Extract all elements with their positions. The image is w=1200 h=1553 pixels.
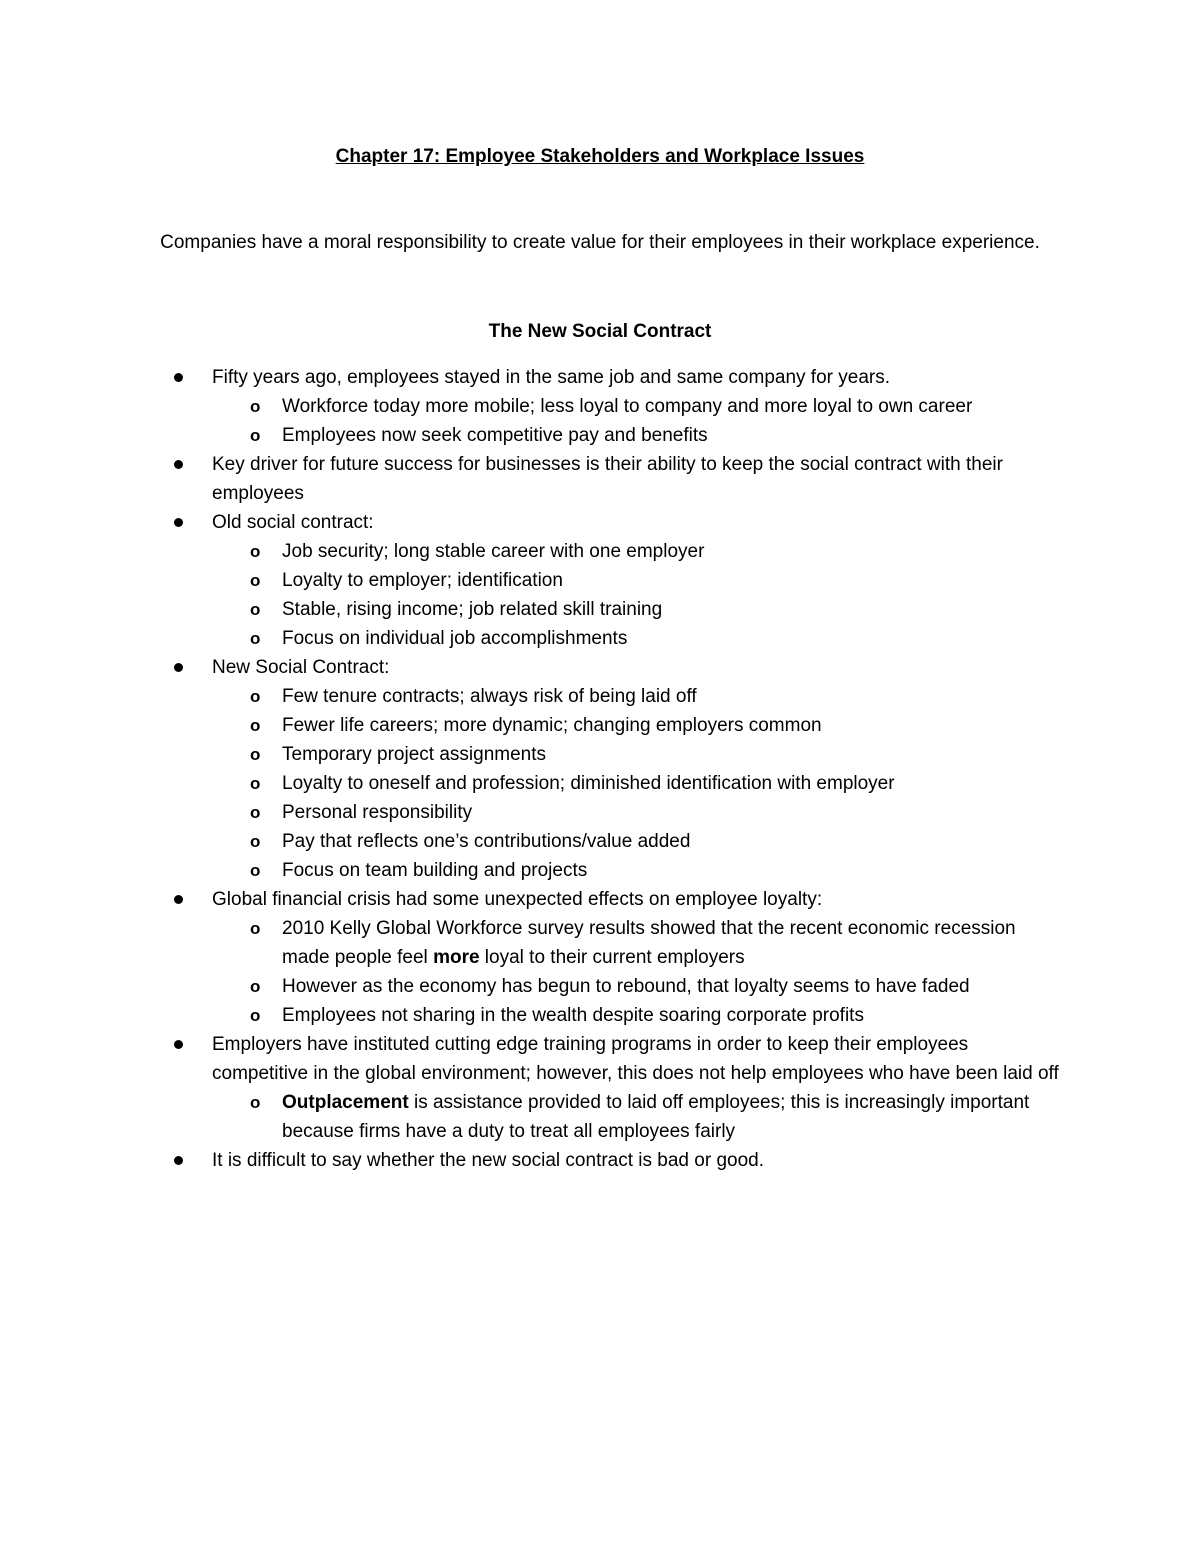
sub-item-text: Personal responsibility xyxy=(282,802,473,823)
sub-item xyxy=(212,972,1060,1001)
circle-bullet-icon: o xyxy=(250,832,261,851)
sub-item xyxy=(212,595,1060,624)
sub-item xyxy=(212,1001,1060,1030)
bullet-dot-icon xyxy=(174,460,183,469)
bullet-text: Key driver for future success for businesses is their ability to keep the social contract with their employees xyxy=(212,454,1003,504)
sub-item-text: Temporary project assignments xyxy=(282,744,546,765)
sub-item xyxy=(212,682,1060,711)
sub-item-text: Workforce today more mobile; less loyal to company and more loyal to own career xyxy=(282,396,973,417)
bullet-item xyxy=(0,363,1200,450)
sub-list xyxy=(212,392,1060,450)
bullet-item xyxy=(0,508,1200,653)
sub-item-text: Focus on individual job accomplishments xyxy=(282,628,628,649)
bullet-item xyxy=(0,450,1200,508)
circle-bullet-icon: o xyxy=(250,774,261,793)
circle-bullet-icon: o xyxy=(250,919,261,938)
circle-bullet-icon: o xyxy=(250,629,261,648)
section-heading: The New Social Contract xyxy=(488,321,712,342)
bullet-item xyxy=(0,1030,1200,1146)
bullet-dot-icon xyxy=(174,1040,183,1049)
sub-item-text: Few tenure contracts; always risk of being laid off xyxy=(282,686,697,707)
circle-bullet-icon: o xyxy=(250,426,261,445)
sub-item-text: However as the economy has begun to rebound, that loyalty seems to have faded xyxy=(282,976,970,997)
sub-item xyxy=(212,711,1060,740)
sub-item xyxy=(212,537,1060,566)
circle-bullet-icon: o xyxy=(250,600,261,619)
bullet-dot-icon xyxy=(174,518,183,527)
sub-item-text: Focus on team building and projects xyxy=(282,860,588,881)
sub-item xyxy=(212,392,1060,421)
circle-bullet-icon: o xyxy=(250,803,261,822)
sub-item xyxy=(212,856,1060,885)
sub-item xyxy=(212,769,1060,798)
circle-bullet-icon: o xyxy=(250,542,261,561)
emphasis-text: more xyxy=(433,947,480,968)
sub-item-text: Loyalty to employer; identification xyxy=(282,570,563,591)
sub-item xyxy=(212,566,1060,595)
circle-bullet-icon: o xyxy=(250,861,261,880)
sub-item xyxy=(212,624,1060,653)
sub-item xyxy=(212,798,1060,827)
sub-list xyxy=(212,1088,1060,1146)
sub-item xyxy=(212,421,1060,450)
sub-item-text: Loyalty to oneself and profession; diminished identification with employer xyxy=(282,773,895,794)
bullet-dot-icon xyxy=(174,373,183,382)
circle-bullet-icon: o xyxy=(250,745,261,764)
sub-item xyxy=(212,827,1060,856)
bullet-item xyxy=(0,1146,1200,1175)
bullet-item xyxy=(0,885,1200,1030)
intro-paragraph: Companies have a moral responsibility to create value for their employees in their workplace experience. xyxy=(160,232,1040,253)
sub-item xyxy=(212,914,1060,972)
bullet-item xyxy=(0,653,1200,885)
bullet-dot-icon xyxy=(174,895,183,904)
page-title: Chapter 17: Employee Stakeholders and Workplace Issues xyxy=(335,146,865,167)
circle-bullet-icon: o xyxy=(250,397,261,416)
circle-bullet-icon: o xyxy=(250,977,261,996)
sub-item-text: Pay that reflects one’s contributions/value added xyxy=(282,831,691,852)
bullet-dot-icon xyxy=(174,663,183,672)
sub-item xyxy=(212,740,1060,769)
bullet-text: Fifty years ago, employees stayed in the same job and same company for years. xyxy=(212,367,890,388)
sub-item-text: Job security; long stable career with one employer xyxy=(282,541,705,562)
sub-item-text-after: loyal to their current employers xyxy=(479,947,745,968)
bullet-list xyxy=(0,363,1200,1175)
circle-bullet-icon: o xyxy=(250,1093,261,1112)
sub-item-text-after: is assistance provided to laid off employees; this is increasingly important because firms have a duty to treat all employees fairly xyxy=(282,1092,1030,1142)
sub-list xyxy=(212,682,1060,885)
emphasis-text: Outplacement xyxy=(282,1092,409,1113)
bullet-text: Old social contract: xyxy=(212,512,374,533)
sub-list xyxy=(212,537,1060,653)
sub-item-text: Stable, rising income; job related skill training xyxy=(282,599,663,620)
sub-item-text: Employees not sharing in the wealth despite soaring corporate profits xyxy=(282,1005,864,1026)
bullet-text: Global financial crisis had some unexpected effects on employee loyalty: xyxy=(212,889,823,910)
bullet-text: Employers have instituted cutting edge training programs in order to keep their employees competitive in the global environment; however, this does not help employees who have been laid off xyxy=(212,1034,1059,1084)
sub-item-text: Fewer life careers; more dynamic; changing employers common xyxy=(282,715,822,736)
sub-list xyxy=(212,914,1060,1030)
sub-item xyxy=(212,1088,1060,1146)
bullet-text: It is difficult to say whether the new social contract is bad or good. xyxy=(212,1150,764,1171)
circle-bullet-icon: o xyxy=(250,687,261,706)
circle-bullet-icon: o xyxy=(250,1006,261,1025)
sub-item-text: Employees now seek competitive pay and benefits xyxy=(282,425,708,446)
sub-item-text-before: 2010 Kelly Global Workforce survey results showed that the recent economic recession made people feel xyxy=(282,918,1016,968)
bullet-dot-icon xyxy=(174,1156,183,1165)
bullet-text: New Social Contract: xyxy=(212,657,390,678)
circle-bullet-icon: o xyxy=(250,716,261,735)
circle-bullet-icon: o xyxy=(250,571,261,590)
